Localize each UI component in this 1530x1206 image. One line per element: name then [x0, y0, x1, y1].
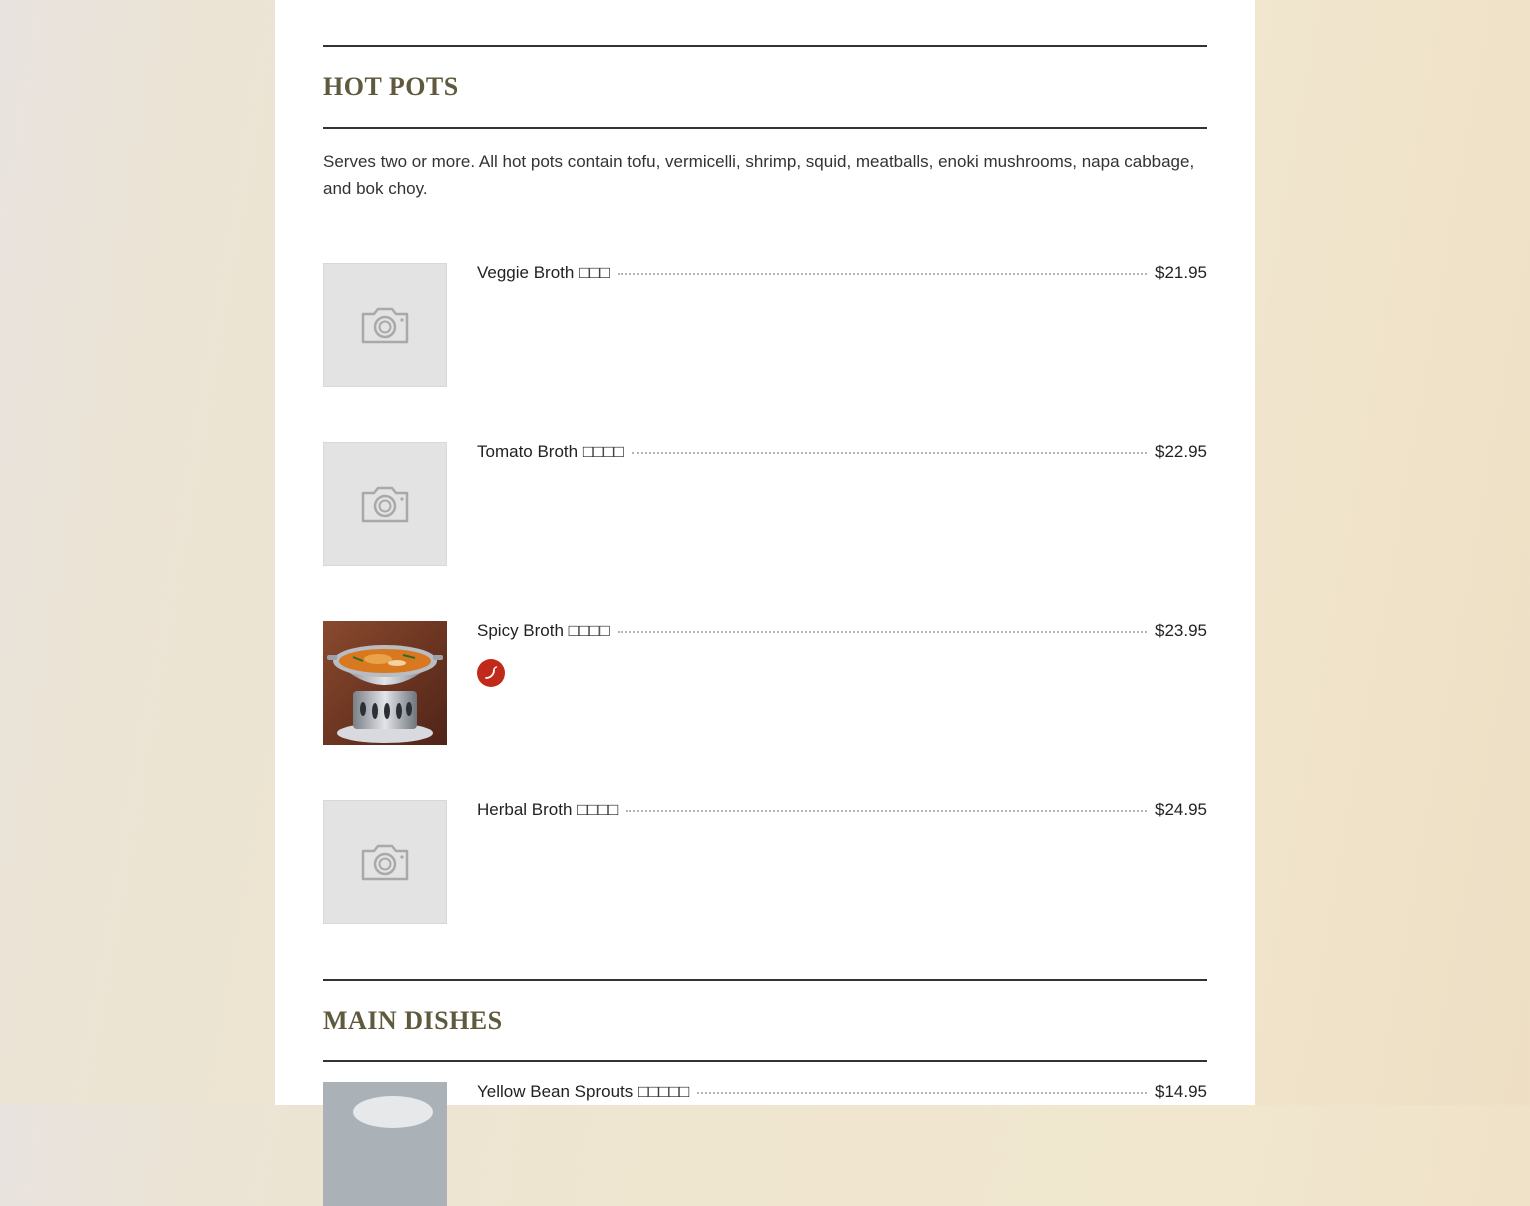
dot-leader	[618, 273, 1147, 275]
menu-item-veggie-broth[interactable]	[323, 263, 1207, 387]
section-title-hot-pots: HOT POTS	[323, 72, 459, 101]
item-price: $24.95	[1155, 800, 1207, 819]
item-price: $21.95	[1155, 263, 1207, 282]
camera-placeholder-icon	[323, 263, 447, 387]
section-divider-top	[323, 45, 1207, 47]
chili-pepper-icon	[477, 659, 505, 687]
dot-leader	[632, 452, 1147, 454]
menu-item-yellow-bean-sprouts[interactable]	[323, 1082, 1207, 1206]
menu-item-spicy-broth[interactable]	[323, 621, 1207, 745]
menu-page	[275, 0, 1255, 1105]
dot-leader	[618, 631, 1147, 633]
item-name: Herbal Broth □□□□	[477, 800, 619, 819]
section-divider-bottom	[323, 127, 1207, 129]
camera-placeholder-icon	[323, 442, 447, 566]
camera-placeholder-icon	[323, 800, 447, 924]
dot-leader	[626, 810, 1147, 812]
section-divider-top	[323, 979, 1207, 981]
menu-item-herbal-broth[interactable]	[323, 800, 1207, 924]
dot-leader	[697, 1092, 1147, 1094]
menu-item-tomato-broth[interactable]	[323, 442, 1207, 566]
item-price: $23.95	[1155, 621, 1207, 640]
item-price: $22.95	[1155, 442, 1207, 461]
dish-photo[interactable]	[323, 1082, 447, 1206]
section-description: Serves two or more. All hot pots contain tofu, vermicelli, shrimp, squid, meatballs, enoki mushrooms, napa cabbage, and bok choy.	[323, 152, 1195, 198]
item-name: Spicy Broth □□□□	[477, 621, 610, 640]
section-title-main-dishes: MAIN DISHES	[323, 1006, 503, 1035]
item-name: Yellow Bean Sprouts □□□□□	[477, 1082, 690, 1101]
item-name: Tomato Broth □□□□	[477, 442, 624, 461]
section-divider-bottom	[323, 1060, 1207, 1062]
hot-pot-photo[interactable]	[323, 621, 447, 745]
item-name: Veggie Broth □□□	[477, 263, 610, 282]
item-price: $14.95	[1155, 1082, 1207, 1101]
